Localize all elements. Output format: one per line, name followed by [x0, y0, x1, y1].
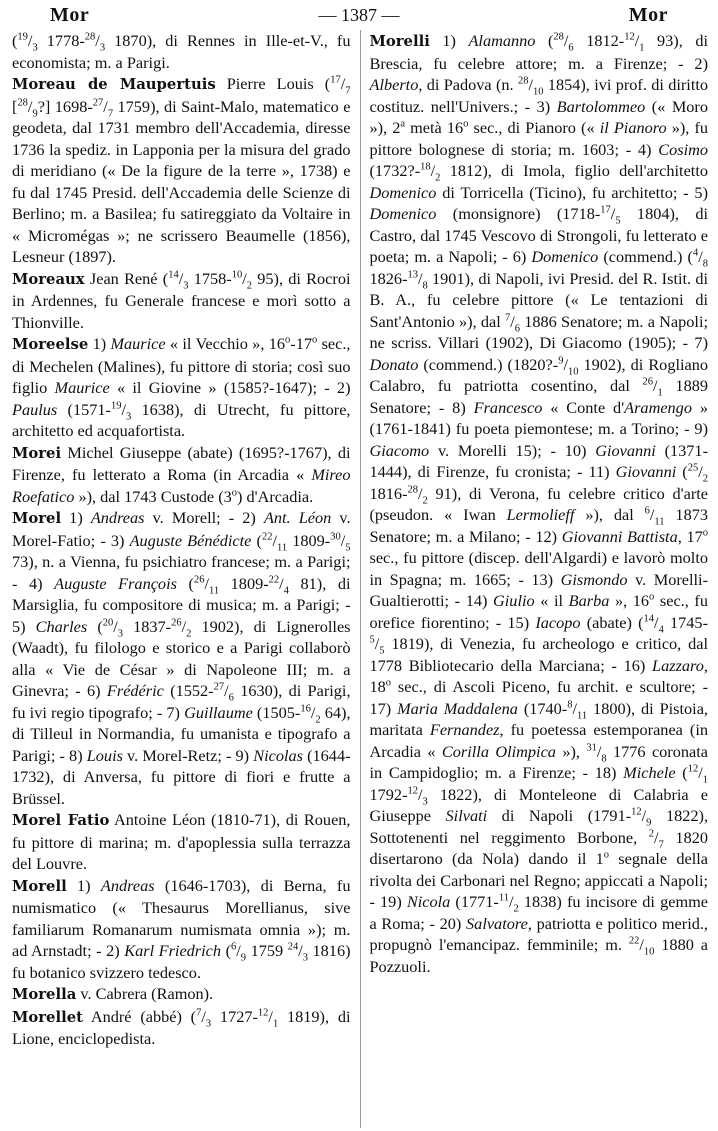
- text-columns: [12, 30, 708, 1128]
- dictionary-entry: Morelli 1) Alamanno ($^{28}/_6$ $1812-^{12}/_1$ 93), di Brescia, fu celebre attore; m. a Firenze; - 2) Alberto, di Padova (n. $^{28}/_{10}$ 1854), ivi prof. di diritto costituz. nell'Univers.; - 3) Bartolommeo (« Moro »), 2$^a$ metà 16$^o$ sec., di Pianoro (« il Pianoro »), fu pittore bolognese di storia; m. 1603; - 4) Cosimo ($1732?-^{18}/_2$ 1812), di Imola, figlio dell'architetto Domenico di Torricella (Ticino), fu architetto; - 5) Domenico (monsignore) ($1718-^{17}/_5$ 1804), di Castro, dal 1745 Vescovo di Strongoli, fu letterato e poeta; m. a Napoli; - 6) Domenico (commend.) ($^4/_8$ $1826-^{13}/_8$ 1901), di Napoli, ivi Presid. del R. Istit. di B. A., fu celebre pittore (« Le tentazioni di Sant'Antonio »), dal $^7/_6$ 1886 Senatore; m. a Napoli; ne scriss. Villari (1902), Di Giacomo (1905); - 7) Donato (commend.) ($1820?-^9/_{10}$ 1902), di Rogliano Calabro, fu patriotta cosentino, dal $^{26}/_1$ 1889 Senatore; - 8) Francesco « Conte d'Aramengo » (1761-1841) fu poeta piemontese; m. a Torino; - 9) Giacomo v. Morelli 15); - 10) Giovanni (1371-1444), di Firenze, fu cronista; - 11) Giovanni ($^{25}/_2$ $1816-^{28}/_2$ 91), di Verona, fu celebre critico d'arte (pseudon. « Iwan Lermolieff »), dal $^6/_{11}$ 1873 Senatore; m. a Milano; - 12) Giovanni Battista, 17$^o$ sec., fu pittore (discep. dell'Algardi) e lavorò molto in Spagna; m. 1665; - 13) Gismondo v. Morelli-Gualtierotti; - 14) Giulio « il Barba », 16$^o$ sec., fu orefice fiorentino; - 15) Iacopo (abate) ($^{14}/_4$ $1745-^5/_5$ 1819), di Venezia, fu archeologo e critico, dal 1778 Bibliotecario della Marciana; - 16) Lazzaro, 18$^o$ sec., di Ascoli Piceno, fu archit. e scultore; - 17) Maria Maddalena ($1740-^8/_{11}$ 1800), di Pistoia, maritata Fernandez, fu poetessa estemporanea (in Arcadia « Corilla Olimpica »), $^{31}/_8$ 1776 coronata in Campidoglio; m. a Firenze; - 18) Michele ($^{12}/_1$ $1792-^{12}/_3$ 1822), di Monteleone di Calabria e Giuseppe Silvati di Napoli ($1791-^{12}/_9$ 1822), Sottotenenti nel reggimento Borbone, $^2/_7$ 1820 disertarono (da Nola) dando il 1$^o$ segnale della rivolta dei Carbonari nel Regno; appiccati a Napoli; - 19) Nicola ($1771-^{11}/_2$ 1838) fu incisore di gemme a Roma; - 20) Salvatore, patriotta e politico merid., propugnò l'emancipaz. femminile; m. $^{22}/_{10}$ 1880 a Pozzuoli.: [369, 31, 708, 976]
- dictionary-entry: Morel 1) Andreas v. Morell; - 2) Ant. Léon v. Morel-Fatio; - 3) Auguste Bénédicte ($^{22}/_{11}$ $1809-^{30}/_5$ 73), n. a Vienna, fu psichiatro francese; m. a Parigi; - 4) Auguste François ($^{26}/_{11}$ $1809-^{22}/_4$ 81), di Marsiglia, fu compositore di musica; m. a Parigi; - 5) Charles ($^{20}/_3$ $1837-^{26}/_2$ 1902), di Lignerolles (Waadt), fu filologo e storico e a Parigi collaborò alla « Vie de César » di Napoleone III; m. a Ginevra; - 6) Frédéric ($1552-^{27}/_6$ 1630), di Parigi, fu ivi regio tipografo; - 7) Guillaume ($1505-^{16}/_2$ 64), di Tilleul in Normandia, fu umanista e tipografo a Parigi; - 8) Louis v. Morel-Retz; - 9) Nicolas (1644-1732), di Anversa, fu pittore di fiori e frutte a Brüssel.: [12, 508, 351, 808]
- right-column: [360, 30, 709, 1128]
- header-right-word: Mor: [628, 4, 668, 26]
- dictionary-entry: Moreaux Jean René ($^{14}/_3$ $1758-^{10}/_2$ 95), di Rocroi in Ardennes, fu Generale francese e morì sotto a Thionville.: [12, 268, 351, 332]
- dictionary-entry: ($^{19}/_3$ $1778-^{28}/_3$ 1870), di Rennes in Ille-et-V., fu economista; m. a Parigi.: [12, 31, 351, 72]
- dictionary-entry: Morell 1) Andreas (1646-1703), di Berna, fu numismatico (« Thesaurus Morellianus, sive familiarum Romanarum numismata omnia »); m. ad Arnstadt; - 2) Karl Friedrich ($^6/_9$ 1759 $^{24}/_3$ 1816) fu botanico svizzero tedesco.: [12, 875, 351, 982]
- left-column: [12, 30, 360, 1128]
- dictionary-entry: Morella v. Cabrera (Ramon).: [12, 984, 214, 1003]
- dictionary-entry: Morel Fatio Antoine Léon (1810-71), di Rouen, fu pittore di marina; m. d'apoplessia sulla terrazza del Louvre.: [12, 810, 351, 873]
- running-header: [12, 4, 708, 30]
- header-left-word: Mor: [50, 4, 90, 26]
- page-number: — 1387 —: [318, 5, 400, 25]
- dictionary-entry: Morellet André (abbé) ($^7/_3$ $1727-^{12}/_1$ 1819), di Lione, enciclopedista.: [12, 1006, 351, 1048]
- dictionary-entry: Morei Michel Giuseppe (abate) (1695?-1767), di Firenze, fu letterato a Roma (in Arcadia « Mireo Roefatico »), dal 1743 Custode (3$^o$) d'Arcadia.: [12, 442, 351, 506]
- dictionary-entry: Moreau de Maupertuis Pierre Louis ($^{17}/_7$ $[^{28}/_9?]$ $1698-^{27}/_7$ 1759), di Saint-Malo, matematico e geodeta, dal 1731 membro dell'Accademia, diresse 1736 la spediz. in Lapponia per la misura del grado di meridiano (« De la figure de la terre », 1738) e fu dal 1745 Presid. dell'Accademia delle Scienze di Berlino; m. a Basilea; fu satireggiato da Voltaire in « Micromégas »; ne scrissero Beaumelle (1856), Lesneur (1897).: [12, 74, 351, 266]
- dictionary-entry: Moreelse 1) Maurice « il Vecchio », 16$^o$-17$^o$ sec., di Mechelen (Malines), fu pittore di storia; così suo figlio Maurice « il Giovine » (1585?-1647); - 2) Paulus ($1571-^{19}/_3$ 1638), di Utrecht, fu pittore, architetto ed acquafortista.: [12, 334, 351, 440]
